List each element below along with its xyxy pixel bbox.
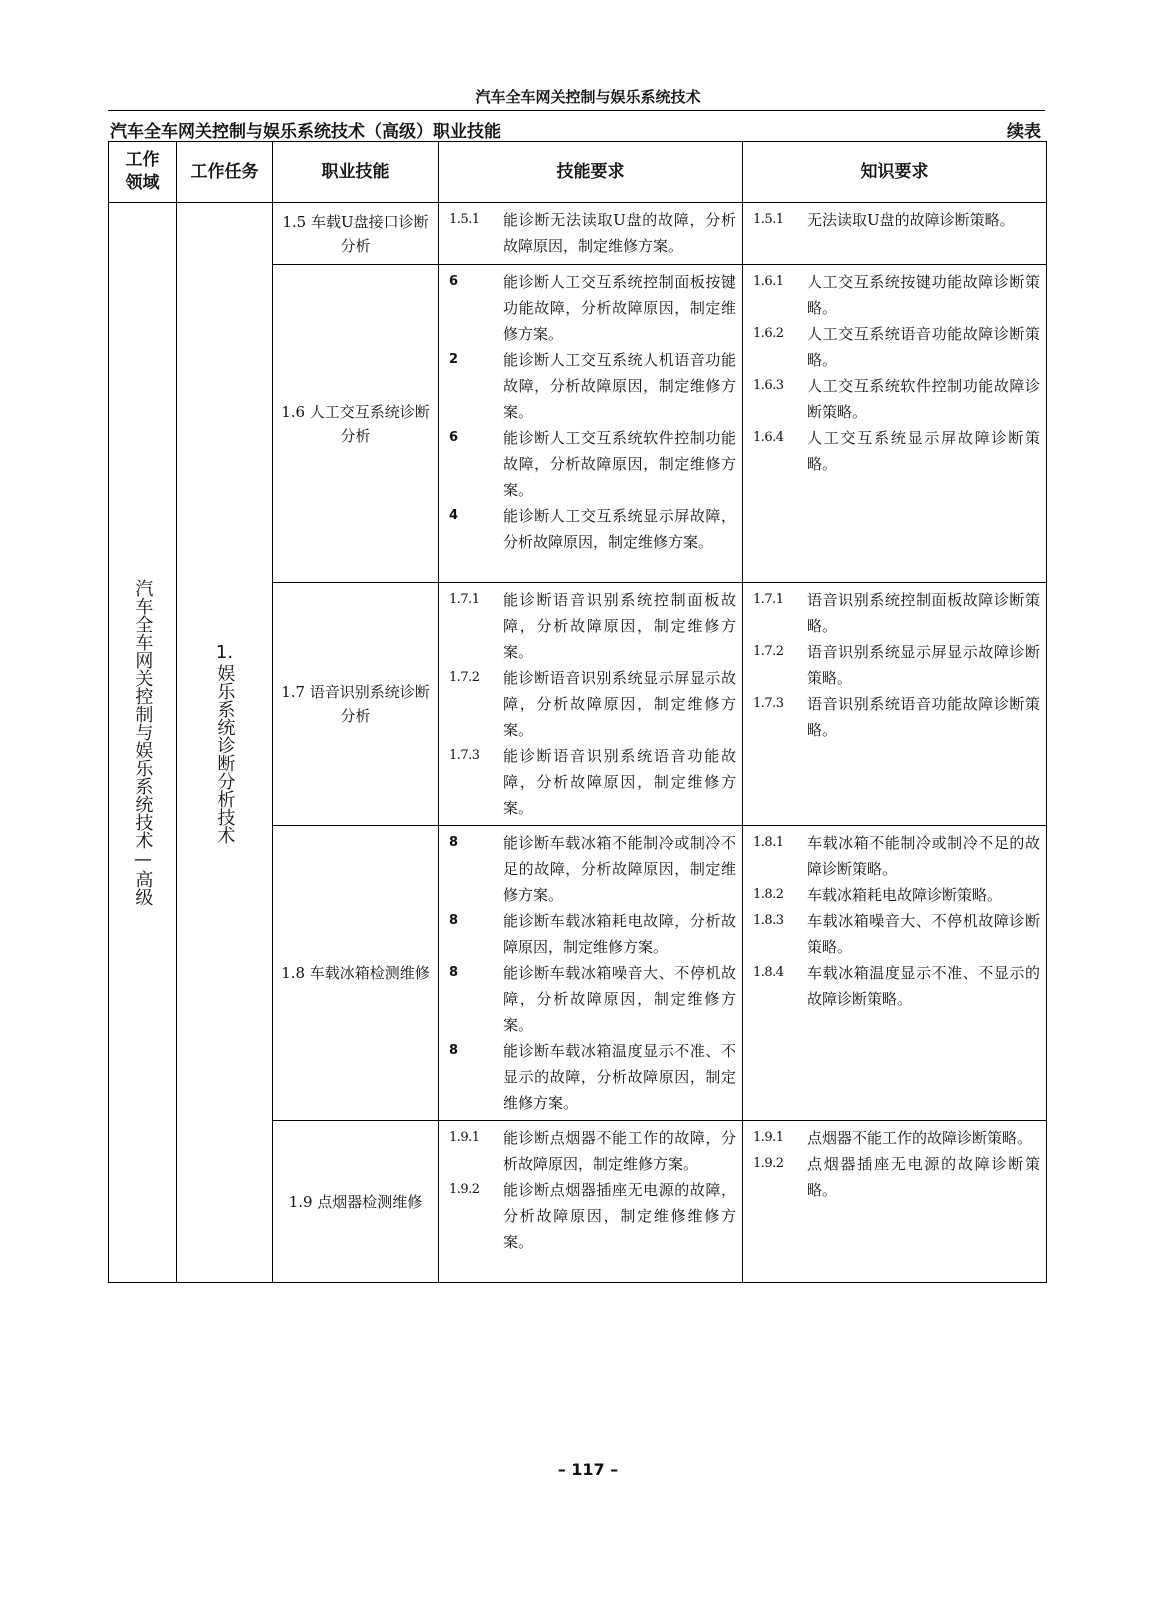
requirement-list (743, 203, 1046, 237)
header-skill-req: 技能要求 (439, 142, 743, 203)
requirement-number: 1.8.1 (753, 835, 784, 850)
requirement-text: 能诊断人工交互系统软件控制功能故障，分析故障原因，制定维修方案。 (503, 429, 736, 499)
requirement-list (743, 265, 1046, 481)
requirement-item (753, 373, 1040, 425)
requirement-text: 能诊断车载冰箱噪音大、不停机故障，分析故障原因，制定维修方案。 (503, 964, 736, 1034)
header-divider (108, 110, 1045, 111)
knowledge-requirements-cell (743, 583, 1047, 826)
requirement-list (439, 265, 742, 559)
skill-name: 1.8 车载冰箱检测维修 (281, 964, 430, 982)
table-title: 汽车全车网关控制与娱乐系统技术（高级）职业技能 (110, 122, 501, 142)
requirement-number: 2 (449, 352, 458, 367)
requirement-item (753, 882, 1040, 908)
work-task-wrap (177, 642, 272, 844)
requirement-number: 1.6.2 (753, 326, 784, 341)
skill-requirements-cell (439, 265, 743, 583)
skill-name: 1.6 人工交互系统诊断分析 (281, 402, 430, 445)
requirement-list (743, 826, 1046, 1016)
requirement-item (449, 908, 736, 960)
requirement-number: 1.5.1 (753, 212, 784, 227)
requirement-item (753, 321, 1040, 373)
header-task: 工作任务 (177, 142, 273, 203)
requirement-number: 1.7.2 (753, 644, 784, 659)
work-area-text: 汽车全车网关控制与娱乐系统技术—高级 (132, 579, 154, 906)
work-task-name: 娱乐系统诊断分析技术 (214, 663, 236, 844)
requirement-number: 1.6.3 (753, 378, 784, 393)
requirement-item (753, 1125, 1040, 1151)
requirement-item (753, 960, 1040, 1012)
requirement-text: 能诊断点烟器插座无电源的故障，分析故障原因，制定维修维修方案。 (503, 1181, 736, 1251)
knowledge-requirements-cell (743, 826, 1047, 1121)
requirement-item (753, 425, 1040, 477)
requirement-text: 点烟器插座无电源的故障诊断策略。 (807, 1155, 1040, 1199)
requirement-item (449, 665, 736, 743)
requirement-text: 能诊断车载冰箱不能制冷或制冷不足的故障，分析故障原因，制定维修方案。 (503, 834, 736, 904)
requirement-text: 能诊断人工交互系统控制面板按键功能故障，分析故障原因，制定维修方案。 (503, 273, 736, 343)
requirement-number: 1.8.4 (753, 965, 784, 980)
requirement-number: 8 (449, 913, 458, 928)
requirement-text: 能诊断点烟器不能工作的故障，分析故障原因，制定维修方案。 (503, 1129, 736, 1173)
running-header: 汽车全车网关控制与娱乐系统技术 (475, 88, 701, 106)
requirement-number: 1.7.1 (753, 592, 784, 607)
requirement-number: 8 (449, 835, 458, 850)
requirement-item (449, 1125, 736, 1177)
requirement-item (449, 1038, 736, 1116)
table-title-row (108, 115, 1045, 142)
work-area-cell (109, 203, 177, 1283)
requirement-number: 8 (449, 965, 458, 980)
requirement-number: 1.7.3 (753, 696, 784, 711)
requirement-text: 人工交互系统软件控制功能故障诊断策略。 (807, 377, 1040, 421)
requirement-number: 1.8.3 (753, 913, 784, 928)
requirement-list (439, 826, 742, 1120)
requirement-number: 1.6.4 (753, 430, 784, 445)
skill-requirements-cell (439, 583, 743, 826)
requirement-list (439, 203, 742, 263)
requirement-number: 1.6.1 (753, 274, 784, 289)
requirement-text: 能诊断人工交互系统人机语音功能故障，分析故障原因，制定维修方案。 (503, 351, 736, 421)
requirement-list (439, 1121, 742, 1259)
skill-requirements-cell (439, 1121, 743, 1283)
knowledge-requirements-cell (743, 1121, 1047, 1283)
requirement-list (743, 583, 1046, 747)
work-task-cell (177, 203, 273, 1283)
skill-cell (273, 1121, 439, 1283)
work-task-number: 1. (215, 641, 234, 663)
requirement-item (753, 587, 1040, 639)
requirement-text: 人工交互系统显示屏故障诊断策略。 (807, 429, 1040, 473)
skill-name: 1.5 车载U盘接口诊断分析 (282, 212, 429, 255)
skill-cell (273, 826, 439, 1121)
skill-name: 1.7 语音识别系统诊断分析 (281, 683, 430, 725)
requirement-item (753, 830, 1040, 882)
requirement-text: 能诊断语音识别系统显示屏显示故障，分析故障原因，制定维修方案。 (503, 669, 736, 739)
header-area (109, 142, 177, 203)
requirement-text: 能诊断车载冰箱耗电故障，分析故障原因，制定维修方案。 (503, 912, 736, 956)
requirement-number: 6 (449, 274, 458, 289)
requirement-item (449, 425, 736, 503)
skills-table (108, 141, 1047, 1283)
requirement-text: 语音识别系统显示屏显示故障诊断策略。 (807, 643, 1040, 687)
table-header-row (109, 142, 1047, 203)
requirement-item (753, 207, 1040, 233)
requirement-item (753, 908, 1040, 960)
requirement-text: 车载冰箱不能制冷或制冷不足的故障诊断策略。 (807, 834, 1040, 878)
knowledge-requirements-cell (743, 203, 1047, 265)
requirement-text: 能诊断无法读取U盘的故障，分析故障原因，制定维修方案。 (503, 211, 736, 255)
requirement-item (753, 691, 1040, 743)
header-skill: 职业技能 (273, 142, 439, 203)
requirement-number: 8 (449, 1043, 458, 1058)
skill-name: 1.9 点烟器检测维修 (288, 1192, 423, 1211)
requirement-text: 人工交互系统语音功能故障诊断策略。 (807, 325, 1040, 369)
requirement-number: 1.7.1 (449, 592, 480, 607)
requirement-item (449, 1177, 736, 1255)
requirement-number: 1.9.1 (449, 1130, 480, 1145)
requirement-item (753, 1151, 1040, 1203)
requirement-number: 1.9.1 (753, 1130, 784, 1145)
requirement-text: 语音识别系统语音功能故障诊断策略。 (807, 695, 1040, 739)
knowledge-requirements-cell (743, 265, 1047, 583)
header-area-line: 工作 (125, 150, 160, 170)
requirement-number: 4 (449, 508, 458, 523)
requirement-item (449, 503, 736, 555)
header-area-line: 领域 (125, 173, 160, 193)
requirement-text: 无法读取U盘的故障诊断策略。 (807, 211, 1015, 229)
requirement-number: 1.9.2 (753, 1156, 784, 1171)
requirement-text: 语音识别系统控制面板故障诊断策略。 (807, 591, 1040, 635)
requirement-text: 车载冰箱温度显示不准、不显示的故障诊断策略。 (807, 964, 1040, 1008)
requirement-text: 能诊断人工交互系统显示屏故障，分析故障原因，制定维修方案。 (503, 507, 736, 551)
requirement-item (753, 269, 1040, 321)
requirement-item (449, 587, 736, 665)
requirement-item (449, 743, 736, 821)
requirement-number: 1.5.1 (449, 212, 480, 227)
requirement-text: 能诊断语音识别系统语音功能故障，分析故障原因，制定维修方案。 (503, 747, 736, 817)
requirement-list (743, 1121, 1046, 1207)
header-knowledge-req: 知识要求 (743, 142, 1047, 203)
requirement-text: 车载冰箱耗电故障诊断策略。 (807, 886, 1003, 904)
requirement-item (449, 347, 736, 425)
page-number: – 117 – (557, 1460, 619, 1479)
requirement-number: 1.7.2 (449, 670, 480, 685)
skill-requirements-cell (439, 203, 743, 265)
skill-cell (273, 583, 439, 826)
requirement-text: 人工交互系统按键功能故障诊断策略。 (807, 273, 1040, 317)
requirement-text: 车载冰箱噪音大、不停机故障诊断策略。 (807, 912, 1040, 956)
table-row (109, 203, 1047, 265)
requirement-text: 点烟器不能工作的故障诊断策略。 (807, 1129, 1033, 1147)
requirement-number: 1.8.2 (753, 887, 784, 902)
requirement-number: 1.7.3 (449, 748, 480, 763)
requirement-text: 能诊断语音识别系统控制面板故障，分析故障原因，制定维修方案。 (503, 591, 736, 661)
skill-cell (273, 203, 439, 265)
requirement-list (439, 583, 742, 825)
continued-label: 续表 (1007, 122, 1041, 142)
requirement-item (449, 830, 736, 908)
requirement-item (449, 207, 736, 259)
skill-requirements-cell (439, 826, 743, 1121)
skill-cell (273, 265, 439, 583)
requirement-number: 6 (449, 430, 458, 445)
requirement-item (449, 269, 736, 347)
requirement-item (449, 960, 736, 1038)
requirement-item (753, 639, 1040, 691)
requirement-number: 1.9.2 (449, 1182, 480, 1197)
requirement-text: 能诊断车载冰箱温度显示不准、不显示的故障，分析故障原因，制定维修方案。 (503, 1042, 736, 1112)
